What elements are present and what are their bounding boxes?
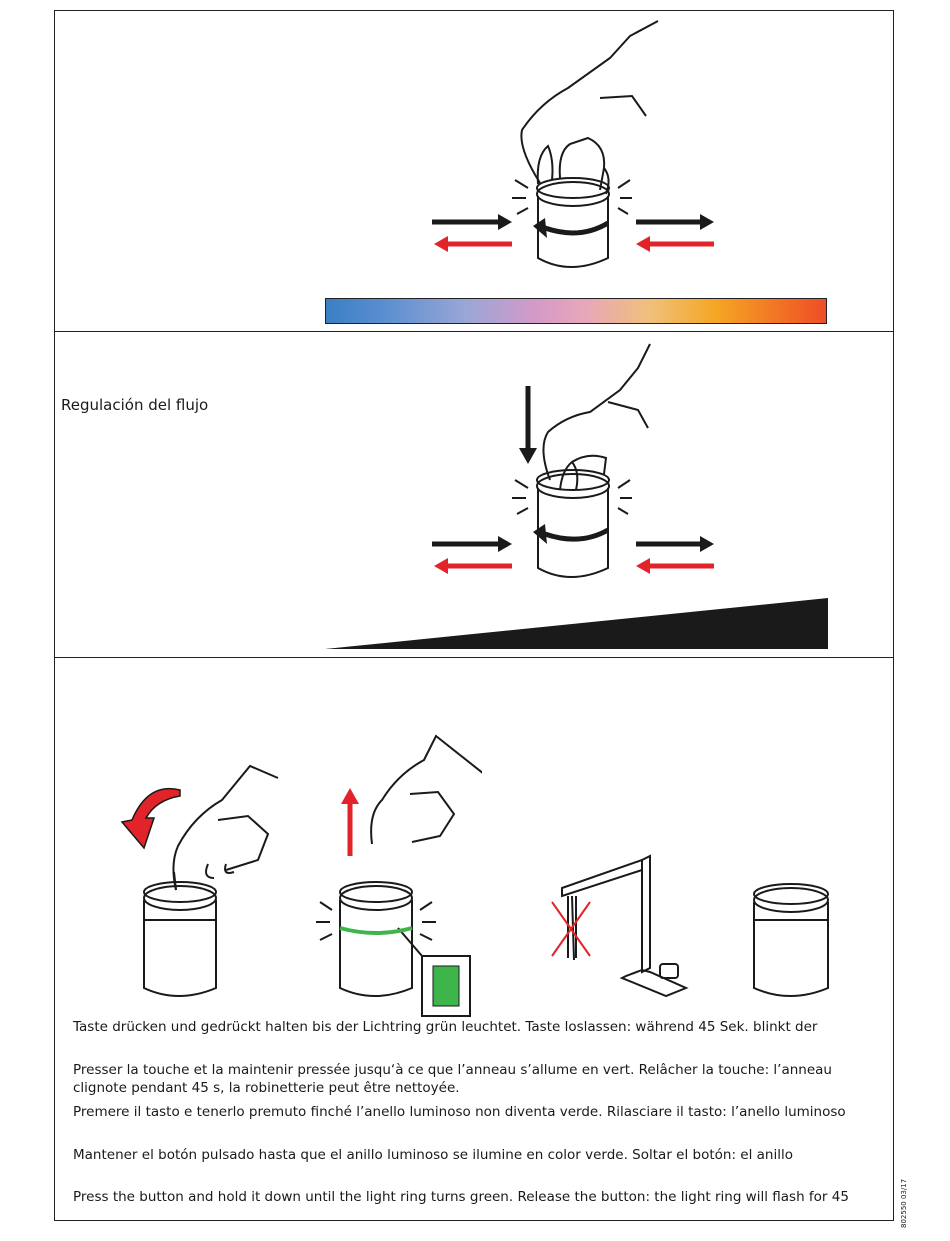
instruction-en: Press the button and hold it down until the light ring turns green. Release the button: the light ring will flash for 45 [73, 1189, 849, 1205]
panel-divider-1 [54, 331, 894, 332]
instruction-fr: Presser la touche et la maintenir pressée jusqu‘à ce que l’anneau s’allume en vert. Relâcher la touche: l’anneau clignote pendant 45 s, la robinetterie peut être nettoyée. [73, 1062, 832, 1096]
temperature-knob-illustration [420, 18, 730, 278]
flow-wedge-bar [325, 596, 829, 650]
step1-press-illustration [118, 760, 288, 1000]
document-number: 802550 03/17 [900, 1178, 908, 1228]
flow-regulation-label: Regulación del flujo [61, 396, 209, 414]
temperature-gradient-bar [325, 298, 827, 324]
flow-knob-illustration [420, 340, 730, 590]
step2-release-illustration [312, 734, 482, 1020]
panel-divider-2 [54, 657, 894, 658]
instruction-es: Mantener el botón pulsado hasta que el anillo luminoso se ilumine en color verde. Soltar el botón: el anillo [73, 1147, 793, 1163]
instruction-de: Taste drücken und gedrückt halten bis der Lichtring grün leuchtet. Taste loslassen: während 45 Sek. blinkt der [73, 1019, 818, 1035]
instruction-it: Premere il tasto e tenerlo premuto finché l’anello luminoso non diventa verde. Rilasciare il tasto: l’anello luminoso [73, 1104, 846, 1120]
step4-knob-illustration [748, 880, 838, 1002]
step3-faucet-no-water-illustration [546, 850, 716, 1000]
